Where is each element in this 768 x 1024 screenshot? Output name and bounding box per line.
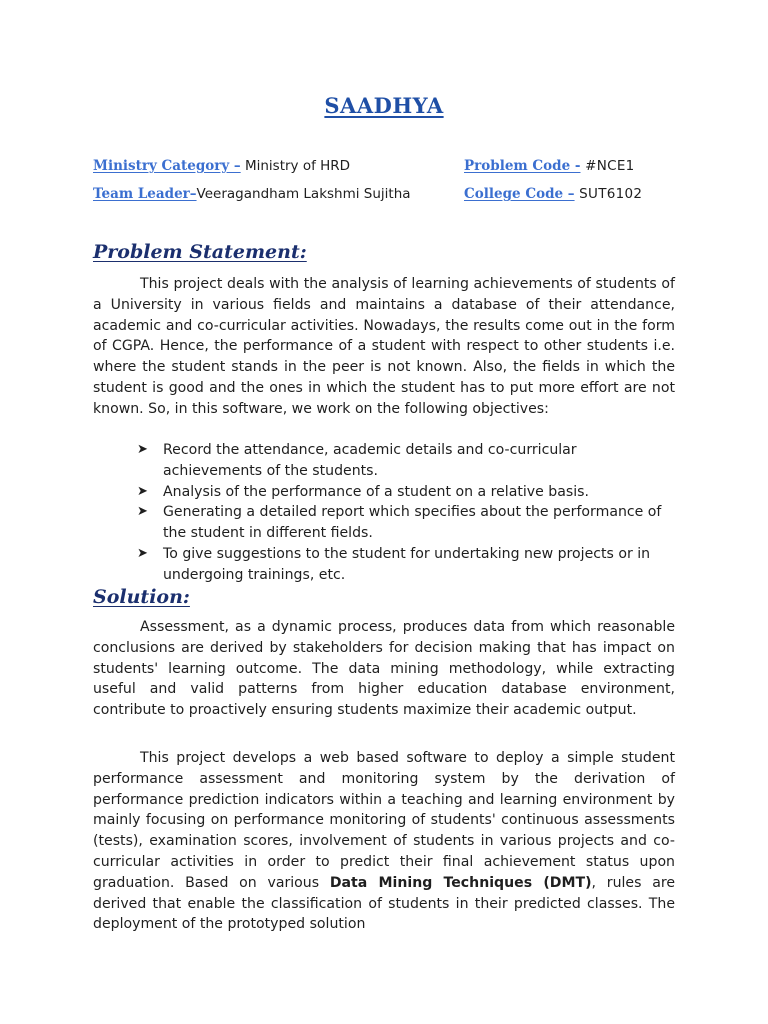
arrowhead-bullet-icon: ➤ — [137, 545, 148, 561]
solution-paragraph-2-tail: , rules are derived that enable the classification of students in their predicted classes. The deployment of the prototyped solution — [93, 874, 675, 933]
problem-statement-heading: Problem Statement: — [93, 241, 307, 263]
solution-paragraph-2 — [93, 748, 675, 935]
arrowhead-bullet-icon: ➤ — [137, 483, 148, 499]
problem-code — [464, 158, 635, 175]
objective-text: Generating a detailed report which specifies about the performance of the student in different fields. — [163, 504, 662, 542]
team-leader-label: Team Leader– — [93, 186, 197, 202]
solution-paragraph-1: Assessment, as a dynamic process, produces data from which reasonable conclusions are derived by stakeholders for decision making that has impact on students' learning outcome. The data mining methodology, while extracting useful and valid patterns from higher education database environment, contribute to proactively ensuring students maximize their academic output. — [93, 619, 675, 719]
arrowhead-bullet-icon: ➤ — [137, 504, 148, 520]
objective-text: To give suggestions to the student for undertaking new projects or in undergoing trainings, etc. — [163, 545, 651, 583]
problem-code-label: Problem Code - — [464, 158, 581, 174]
objective-text: Analysis of the performance of a student on a relative basis. — [163, 483, 589, 500]
objectives-list — [135, 440, 680, 586]
dmt-bold-term: Data Mining Techniques (DMT) — [329, 874, 592, 891]
objective-text: Record the attendance, academic details and co-curricular achievements of the students. — [163, 442, 577, 479]
problem-code-value: #NCE1 — [580, 158, 635, 174]
team-leader — [93, 186, 411, 203]
problem-statement-paragraph: This project deals with the analysis of learning achievements of students of a University in various fields and maintains a database of their attendance, academic and co-curricular activities. Nowadays, the results come out in the form of CGPA. Hence, the performance of a student with respect to other students i.e. where the student stands in the peer is not known. Also, the fields in which the student is good and the ones in which the student has to put more effort are not known. So, in this software, we work on the following objectives: — [93, 276, 675, 417]
solution-heading: Solution: — [93, 586, 190, 608]
solution-paragraph-2-text: This project develops a web based software to deploy a simple student performance assessment and monitoring system by the derivation of performance prediction indicators within a teaching and learning environment by mainly focusing on performance monitoring of students' continuous assessments (tests), examination scores, involvement of students in various projects and co-curricular activities in order to predict their final achievement status upon graduation. Based on various — [93, 750, 675, 891]
college-code — [464, 186, 642, 203]
team-leader-value: Veeragandham Lakshmi Sujitha — [196, 186, 411, 202]
ministry-category — [93, 158, 350, 175]
college-code-value: SUT6102 — [574, 186, 643, 202]
ministry-category-value: Ministry of HRD — [240, 158, 351, 174]
document-title: SAADHYA — [324, 93, 444, 118]
list-item — [135, 482, 680, 503]
list-item — [135, 544, 680, 586]
list-item — [135, 502, 680, 544]
list-item — [135, 440, 680, 482]
ministry-category-label: Ministry Category – — [93, 158, 241, 174]
college-code-label: College Code – — [464, 186, 575, 202]
arrowhead-bullet-icon: ➤ — [137, 442, 148, 457]
